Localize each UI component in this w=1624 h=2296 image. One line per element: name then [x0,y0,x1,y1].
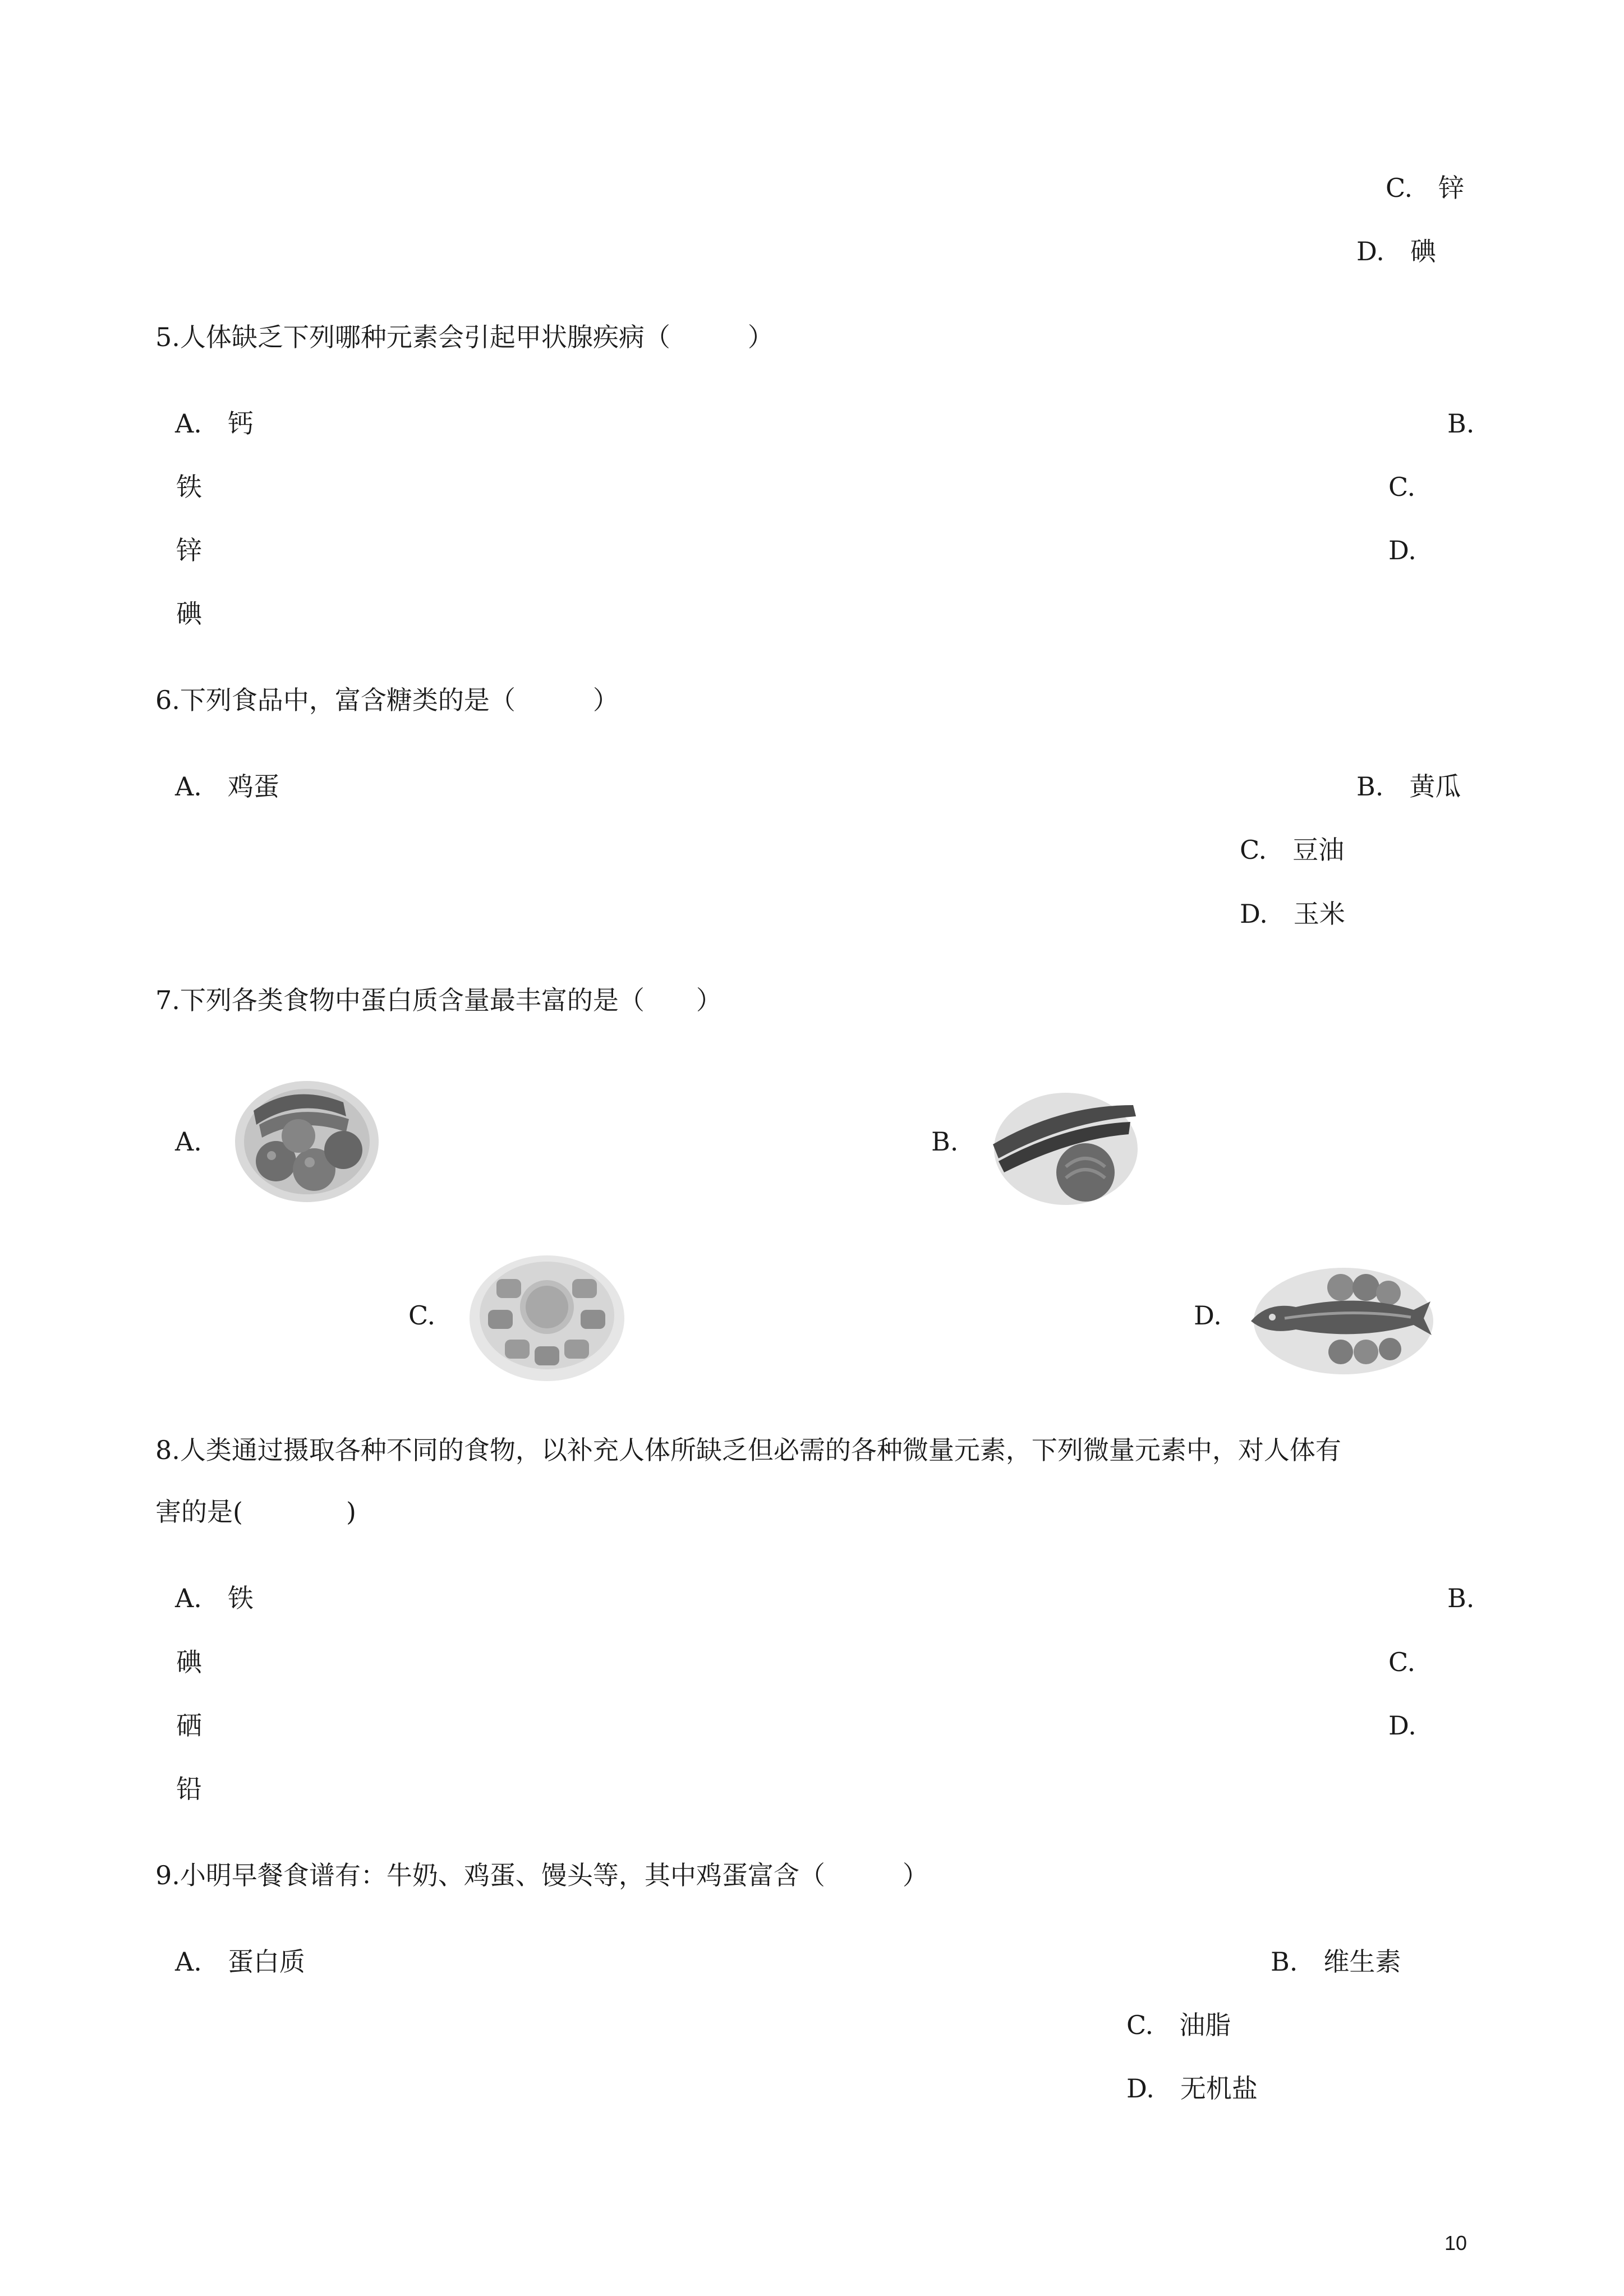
question-6-stem: 6.下列食品中，富含糖类的是（ ） [155,685,619,715]
option-c-text: 锌 [176,535,202,565]
option-b-text: 碘 [176,1647,202,1677]
option-d-text: 碘 [176,599,202,629]
option-c: C. [408,1300,436,1331]
option-d: D. 玉米 [1240,899,1345,929]
fruit-plate-icon [231,1071,383,1206]
option-c: C. 油脂 [1126,2010,1231,2040]
option-c: C. [1388,1647,1416,1677]
option-b: B. 维生素 [1271,1947,1401,1977]
option-d: D. [1388,535,1416,565]
option-a: A. 钙 [175,408,254,439]
option-d-text: 铅 [176,1774,202,1804]
question-7-stem: 7.下列各类食物中蛋白质含量最丰富的是（ ） [155,985,722,1015]
option-b-text: 铁 [176,472,202,502]
question-5-stem: 5.人体缺乏下列哪种元素会引起甲状腺疾病（ ） [155,322,774,352]
option-d: D. 无机盐 [1126,2073,1258,2104]
option-b: B. [931,1126,959,1157]
page-number: 10 [1444,2231,1467,2254]
option-a: A. 铁 [175,1583,254,1613]
rice-bread-plate-icon [466,1245,628,1386]
option-d: D. [1194,1300,1222,1331]
option-a: A. [175,1126,202,1157]
option-a: A. 鸡蛋 [175,771,279,802]
option-d: D. 碘 [1356,236,1436,266]
question-8-stem-line2: 害的是( ) [155,1497,356,1527]
option-c-text: 硒 [176,1710,202,1741]
option-b: B. [1447,1583,1475,1613]
option-d: D. [1388,1710,1416,1741]
option-c: C. [1388,472,1416,502]
fish-plate-icon [1245,1257,1436,1380]
option-c: C. 锌 [1386,173,1465,203]
vegetable-plate-icon [982,1083,1144,1212]
question-8-stem-line1: 8.人类通过摄取各种不同的食物，以补充人体所缺乏但必需的各种微量元素，下列微量元素中，对人体有 [155,1435,1341,1465]
question-9-stem: 9.小明早餐食谱有：牛奶、鸡蛋、馒头等，其中鸡蛋富含（ ） [155,1860,928,1890]
option-c: C. 豆油 [1240,835,1345,865]
option-b: B. 黄瓜 [1356,771,1461,802]
option-a: A. 蛋白质 [175,1947,305,1977]
option-b: B. [1447,408,1475,439]
